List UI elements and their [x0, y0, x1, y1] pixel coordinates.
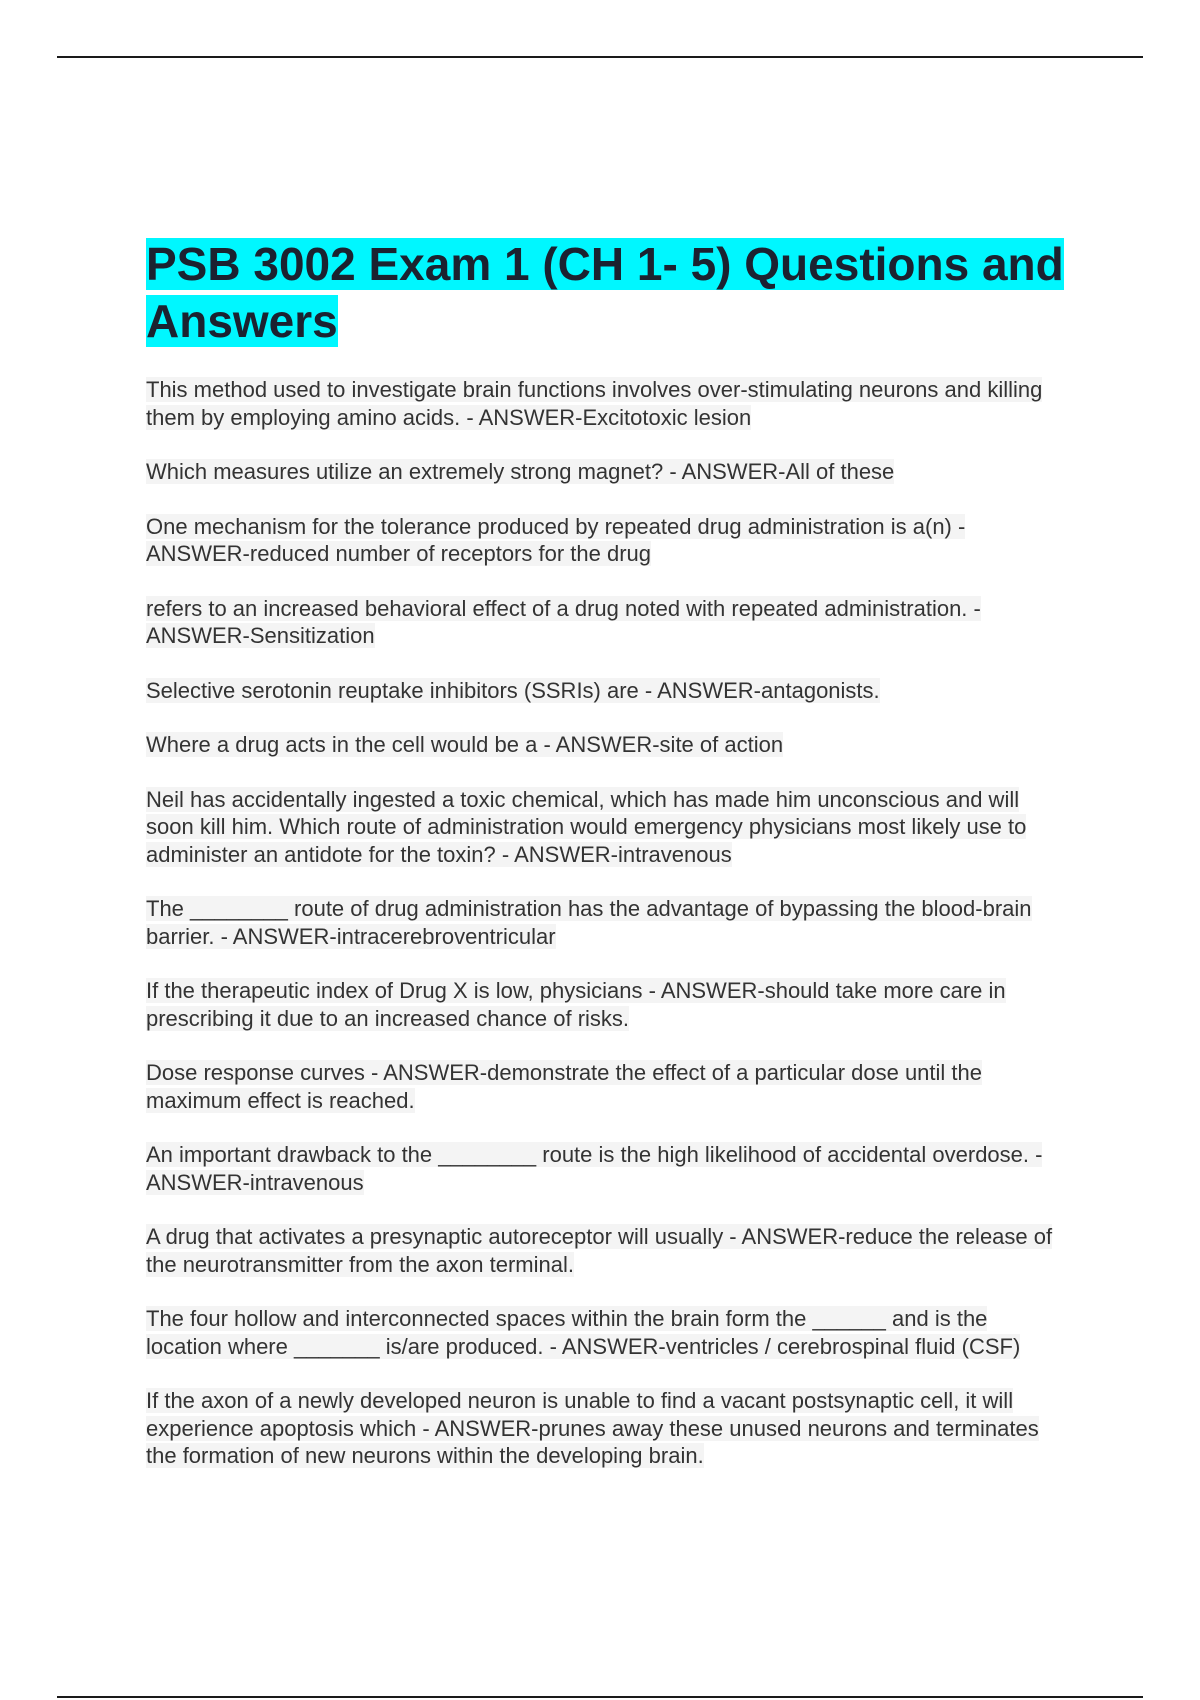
document-title	[146, 236, 1066, 350]
qa-item-1: This method used to investigate brain functions involves over-stimulating neurons and killing them by employing amino acids. - ANSWER-Excitotoxic lesion	[146, 377, 1043, 430]
header-rule	[57, 56, 1143, 58]
document-title-text: PSB 3002 Exam 1 (CH 1- 5) Questions and Answers	[146, 238, 1064, 347]
qa-item-9: If the therapeutic index of Drug X is low, physicians - ANSWER-should take more care in prescribing it due to an increased chance of risks.	[146, 978, 1006, 1031]
qa-item-6: Where a drug acts in the cell would be a - ANSWER-site of action	[146, 732, 784, 757]
qa-item-7: Neil has accidentally ingested a toxic chemical, which has made him unconscious and will soon kill him. Which route of administration would emergency physicians most likely use to administer an antidote for the toxin? - ANSWER-intravenous	[146, 786, 1027, 867]
qa-item-11: An important drawback to the ________ route is the high likelihood of accidental overdose. - ANSWER-intravenous	[146, 1142, 1043, 1195]
qa-item-4: refers to an increased behavioral effect of a drug noted with repeated administration. - ANSWER-Sensitization	[146, 595, 981, 648]
qa-item-10: Dose response curves - ANSWER-demonstrate the effect of a particular dose until the maximum effect is reached.	[146, 1060, 982, 1113]
document-body	[146, 236, 1066, 1497]
footer-rule	[57, 1696, 1143, 1698]
qa-item-13: The four hollow and interconnected spaces within the brain form the ______ and is the location where _______ is/are produced. - ANSWER-ventricles / cerebrospinal fluid (CSF)	[146, 1306, 1021, 1359]
qa-item-8: The ________ route of drug administration has the advantage of bypassing the blood-brain barrier. - ANSWER-intracerebroventricular	[146, 896, 1032, 949]
qa-item-2: Which measures utilize an extremely strong magnet? - ANSWER-All of these	[146, 459, 895, 484]
qa-item-3: One mechanism for the tolerance produced by repeated drug administration is a(n) - ANSWER-reduced number of receptors for the drug	[146, 513, 966, 566]
qa-item-14: If the axon of a newly developed neuron is unable to find a vacant postsynaptic cell, it will experience apoptosis which - ANSWER-prunes away these unused neurons and terminates the formation of new neurons within the developing brain.	[146, 1388, 1039, 1468]
qa-item-12: A drug that activates a presynaptic autoreceptor will usually - ANSWER-reduce the release of the neurotransmitter from the axon terminal.	[146, 1224, 1053, 1277]
qa-item-5: Selective serotonin reuptake inhibitors (SSRIs) are - ANSWER-antagonists.	[146, 677, 880, 703]
